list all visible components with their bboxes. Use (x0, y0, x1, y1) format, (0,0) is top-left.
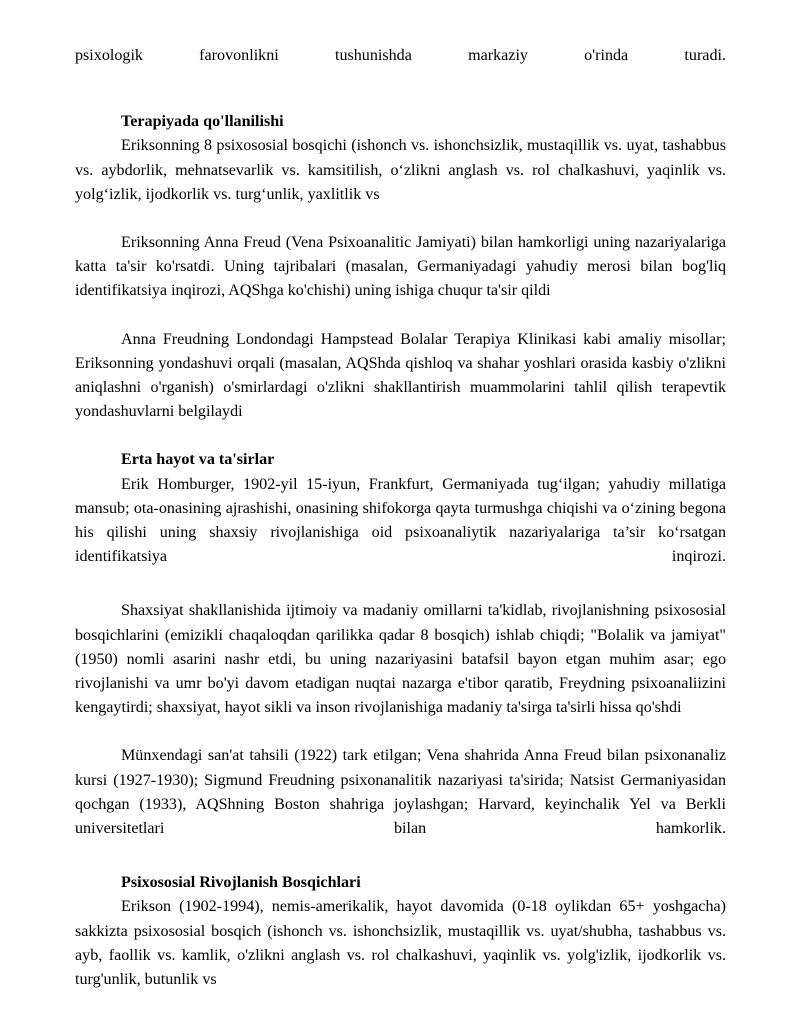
spacer (75, 68, 726, 110)
spacer (75, 424, 726, 448)
spacer (75, 207, 726, 231)
early-paragraph-2: Shaxsiyat shakllanishida ijtimoiy va madaniy omillarni ta'kidlab, rivojlanishning psixososial bosqichlarini (emizikli chaqaloqdan qarilikka qadar 8 bosqich) ishlab chiqdi; "Bolalik va jamiyat" (1950) nomli asarini nashr etdi, bu uning nazariyasini batafsil bayon etgan muhim asar; ego rivojlanishi va umr bo'yi davom etadigan nuqtai nazarga e'tibor qaratib, Freydning psixoanaliizini kengaytirdi; shaxsiyat, hayot sikli va inson rivojlanishiga madaniy ta'sirga ta'sirli hissa qo'shdi (75, 602, 726, 717)
stages-paragraph-1: Erikson (1902-1994), nemis-amerikalik, hayot davomida (0-18 oylikdan 65+ yoshgacha) sakkizta psixososial bosqich (ishonch vs. ishonchsizlik, mustaqillik vs. uyat/shubha, tashabbus vs. ayb, faollik vs. kamlik, o'zlikni anglash vs. rol chalkashuvi, yaqinlik vs. yolg'izlik, ijodkorlik vs. turg'unlik, butunlik vs (75, 898, 726, 989)
therapy-paragraph-1: Eriksonning 8 psixososial bosqichi (ishonch vs. ishonchsizlik, mustaqillik vs. uyat, tashabbus vs. aybdorlik, mehnatsevarlik vs. kamsitilish, o‘zlikni anglash vs. rol chalkashuvi, yaqinlik vs. yolg‘izlik, ijodkorlik vs. turg‘unlik, yaxlitlik vs (75, 137, 726, 203)
heading-early-life: Erta hayot va ta'sirlar (121, 451, 275, 469)
spacer (75, 720, 726, 744)
spacer (75, 569, 726, 599)
spacer (75, 304, 726, 328)
intro-line: psixologik farovonlikni tushunishda markaziy o'rinda turadi. (75, 47, 726, 64)
therapy-paragraph-2: Eriksonning Anna Freud (Vena Psixoanalitic Jamiyati) bilan hamkorligi uning nazariyalariga katta ta'sir ko'rsatdi. Uning tajribalari (masalan, Germaniyadagi yahudiy merosi bilan bog'liq identifikatsiya inqirozi, AQShga ko'chishi) uning ishiga chuqur ta'sir qildi (75, 234, 726, 300)
heading-therapy: Terapiyada qo'llanilishi (121, 113, 284, 131)
early-paragraph-3: Münxendagi san'at tahsili (1922) tark etilgan; Vena shahrida Anna Freud bilan psixonanaliz kursi (1927-1930); Sigmund Freudning psixonanalitik nazariyasi ta'sirida; Natsist Germaniyasidan qochgan (1933), AQShning Boston shahriga joylashgan; Harvard, keyinchalik Yel va Berkli universitetlari bilan hamkorlik. (75, 747, 726, 838)
heading-stages: Psixososial Rivojlanish Bosqichlari (121, 874, 361, 892)
spacer (75, 841, 726, 871)
early-paragraph-1: Erik Homburger, 1902-yil 15-iyun, Frankfurt, Germaniyada tug‘ilgan; yahudiy millatiga mansub; ota-onasining ajrashishi, onasining shifokorga qayta turmushga chiqishi va o‘zining begona his qilishi uning shaxsiy rivojlanishiga oid psixoanaliytik nazariyalariga ta’sir ko‘rsatgan identifikatsiya inqirozi. (75, 475, 726, 566)
therapy-paragraph-3: Anna Freudning Londondagi Hampstead Bolalar Terapiya Klinikasi kabi amaliy misollar; Eriksonning yondashuvi orqali (masalan, AQShda qishloq va shahar yoshlari orasida kasbiy o'zlikni aniqlashni o'rganish) o'smirlardagi o'zlikni shakllantirish muammolarini tahlil qilish terapevtik yondashuvlarni belgilaydi (75, 330, 726, 421)
